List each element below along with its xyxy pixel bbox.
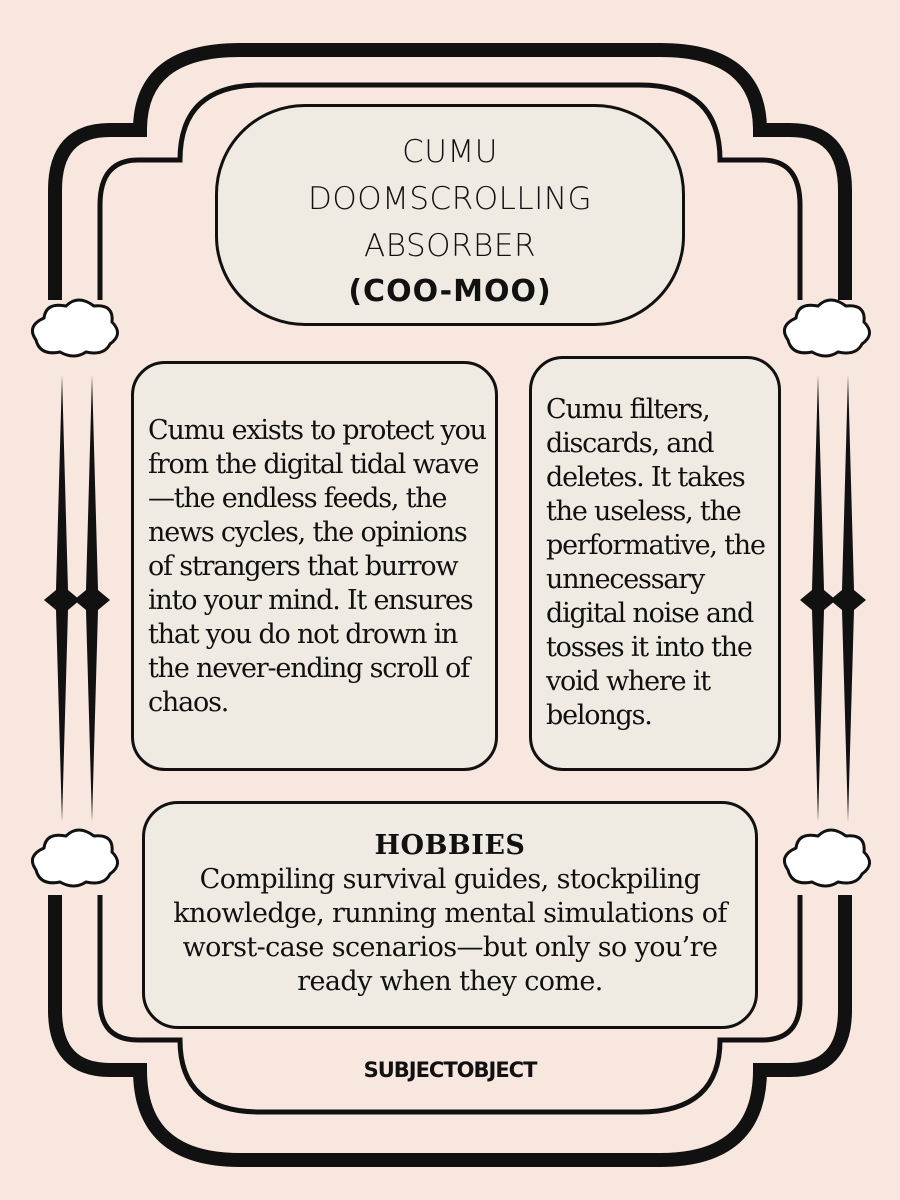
title-line-2: DOOMSCROLLING (307, 181, 593, 217)
pronunciation: (COO-MOO) (348, 274, 552, 309)
hobbies-heading: HOBBIES (374, 830, 526, 861)
description-panel-right (529, 356, 781, 771)
title-line-1: CUMU (402, 134, 498, 170)
title-line-3: ABSORBER (363, 228, 536, 264)
brand-logo: SUBJECTOBJECT (363, 1058, 537, 1082)
hobbies-text: Compiling survival guides, stockpiling knowledge, running mental simulations of worst-case scenarios—but only so you’re ready when they come. (173, 864, 727, 997)
description-panel-left (131, 361, 498, 771)
description-text-right: Cumu filters, discards, and deletes. It takes the useless, the performative, the unnecessary digital noise and tosses it into the void where it belongs. (546, 394, 765, 731)
description-text-left: Cumu exists to protect you from the digital tidal wave—the endless feeds, the news cycles, the opinions of strangers that burrow into your mind. It ensures that you do not drown in the never-ending scroll of chaos. (148, 415, 486, 718)
title-panel (215, 104, 685, 326)
hobbies-panel (142, 801, 758, 1029)
